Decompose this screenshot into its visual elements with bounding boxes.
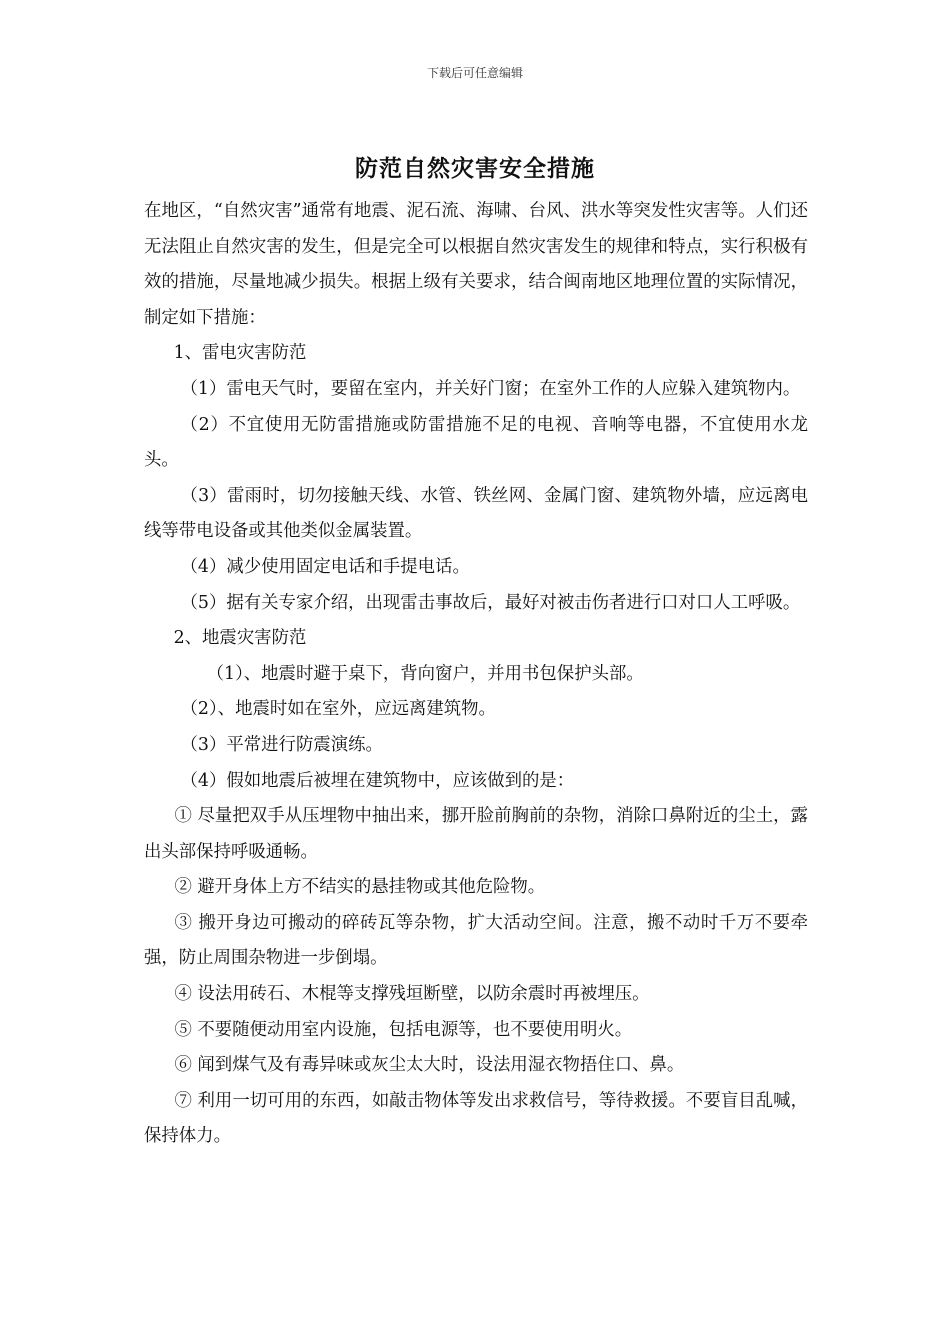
lightning-item-2: （2）不宜使用无防雷措施或防雷措施不足的电视、音响等电器，不宜使用水龙头。 xyxy=(144,414,808,471)
earthquake-subitem-3: ③ 搬开身边可搬动的碎砖瓦等杂物，扩大活动空间。注意，搬不动时千万不要牵强，防止周围杂物进一步倒塌。 xyxy=(144,912,808,969)
earthquake-subitem-1: ① 尽量把双手从压埋物中抽出来，挪开脸前胸前的杂物，消除口鼻附近的尘土，露出头部保持呼吸通畅。 xyxy=(144,806,808,862)
earthquake-subitem-7: ⑦ 利用一切可用的东西，如敲击物体等发出求救信号，等待救援。不要盲目乱喊，保持体力。 xyxy=(144,1090,808,1147)
lightning-item-4: （4）减少使用固定电话和手提电话。 xyxy=(180,556,470,577)
lightning-item-3: （3）雷雨时，切勿接触天线、水管、铁丝网、金属门窗、建筑物外墙，应远离电线等带电设备或其他类似金属装置。 xyxy=(144,485,808,542)
section-heading-earthquake: 2、地震灾害防范 xyxy=(173,628,307,649)
earthquake-subitem-2: ② 避开身体上方不结实的悬挂物或其他危险物。 xyxy=(174,877,546,898)
document-title: 防范自然灾害安全措施 xyxy=(355,155,595,182)
header-note: 下载后可任意编辑 xyxy=(426,66,523,80)
document-body xyxy=(144,194,808,1155)
lightning-item-5: （5）据有关专家介绍，出现雷击事故后，最好对被击伤者进行口对口人工呼吸。 xyxy=(180,592,801,613)
lightning-item-1: （1）雷电天气时，要留在室内，并关好门窗；在室外工作的人应躲入建筑物内。 xyxy=(180,378,801,399)
earthquake-subitem-4: ④ 设法用砖石、木棍等支撑残垣断壁，以防余震时再被埋压。 xyxy=(174,984,650,1005)
earthquake-item-1: （1）、地震时避于桌下，背向窗户，并用书包保护头部。 xyxy=(206,663,644,684)
section-heading-lightning: 1、雷电灾害防范 xyxy=(173,343,307,364)
earthquake-item-4: （4）假如地震后被埋在建筑物中，应该做到的是： xyxy=(180,770,575,791)
earthquake-item-2: （2）、地震时如在室外，应远离建筑物。 xyxy=(180,699,496,720)
earthquake-subitem-6: ⑥ 闻到煤气及有毒异味或灰尘太大时，设法用湿衣物捂住口、鼻。 xyxy=(174,1055,685,1076)
intro-paragraph: 在地区，“自然灾害”通常有地震、泥石流、海啸、台风、洪水等突发性灾害等。人们还无法阻止自然灾害的发生，但是完全可以根据自然灾害发生的规律和特点，实行积极有效的措施，尽量地减少损失。根据上级有关要求，结合闽南地区地理位置的实际情况，制定如下措施： xyxy=(144,201,808,328)
earthquake-subitem-5: ⑤ 不要随便动用室内设施，包括电源等，也不要使用明火。 xyxy=(174,1019,633,1040)
earthquake-item-3: （3）平常进行防震演练。 xyxy=(180,734,383,755)
